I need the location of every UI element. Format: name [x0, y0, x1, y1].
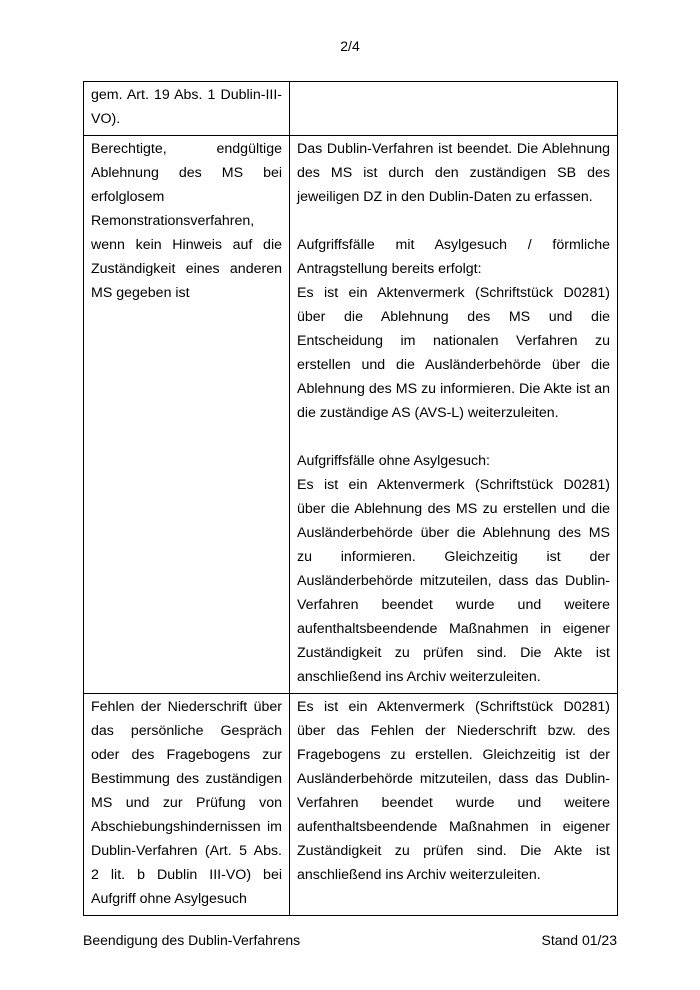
procedure-table [83, 81, 618, 916]
row-2-case2-heading: Aufgriffsfälle ohne Asylgesuch: [297, 453, 490, 469]
row-2-condition-text: Berechtigte, endgültige Ablehnung des MS bei erfolglosem Remonstrationsverfahren, wenn kein Hinweis auf die Zuständigkeit eines anderen MS gegeben ist [91, 141, 282, 301]
table-row [84, 136, 618, 694]
page-number: 2/4 [340, 38, 360, 54]
paragraph-spacer [297, 425, 610, 449]
row-3-condition-text: Fehlen der Niederschrift über das persönliche Gespräch oder des Fragebogens zur Bestimmung des zuständigen MS und zur Prüfung von Abschiebungshindernissen im Dublin-Verfahren (Art. 5 Abs. 2 lit. b Dublin III-VO) bei Aufgriff ohne Asylgesuch [91, 699, 282, 907]
row-1-action-cell [290, 82, 618, 136]
row-3-action-text: Es ist ein Aktenvermerk (Schriftstück D0281) über das Fehlen der Niederschrift bzw. des Fragebogens zu erstellen. Gleichzeitig ist der Ausländerbehörde mitzuteilen, dass das Dublin-Verfahren beendet wurde und weitere aufenthaltsbeendende Maßnahmen in eigener Zuständigkeit zu prüfen sind. Die Akte ist anschließend ins Archiv weiterzuleiten. [297, 699, 610, 883]
row-1-condition-cell [84, 82, 290, 136]
row-2-condition-cell [84, 136, 290, 694]
footer-version: Stand 01/23 [541, 932, 617, 948]
row-2-case2-text: Es ist ein Aktenvermerk (Schriftstück D0281) über die Ablehnung des MS zu erstellen und die Ausländerbehörde über die Ablehnung des MS zu informieren. Gleichzeitig ist der Ausländerbehörde mitzuteilen, dass das Dublin-Verfahren beendet wurde und weitere aufenthaltsbeendende Maßnahmen in eigener Zuständigkeit zu prüfen sind. Die Akte ist anschließend ins Archiv weiterzuleiten. [297, 477, 610, 685]
row-1-condition-text: gem. Art. 19 Abs. 1 Dublin-III-VO). [91, 87, 282, 127]
row-3-action-cell [290, 694, 618, 916]
row-2-case1-text: Es ist ein Aktenvermerk (Schriftstück D0281) über die Ablehnung des MS und die Entscheidung im nationalen Verfahren zu erstellen und die Ausländerbehörde über die Ablehnung des MS zu informieren. Die Akte ist an die zuständige AS (AVS-L) weiterzuleiten. [297, 285, 610, 421]
footer-document-title: Beendigung des Dublin-Verfahrens [83, 932, 301, 948]
table-row [84, 82, 618, 136]
table-row [84, 694, 618, 916]
row-2-intro-text: Das Dublin-Verfahren ist beendet. Die Ablehnung des MS ist durch den zuständigen SB des jeweiligen DZ in den Dublin-Daten zu erfassen. [297, 141, 610, 205]
row-3-condition-cell [84, 694, 290, 916]
row-2-action-cell [290, 136, 618, 694]
paragraph-spacer [297, 209, 610, 233]
row-2-case1-heading: Aufgriffsfälle mit Asylgesuch / förmliche Antragstellung bereits erfolgt: [297, 237, 610, 277]
